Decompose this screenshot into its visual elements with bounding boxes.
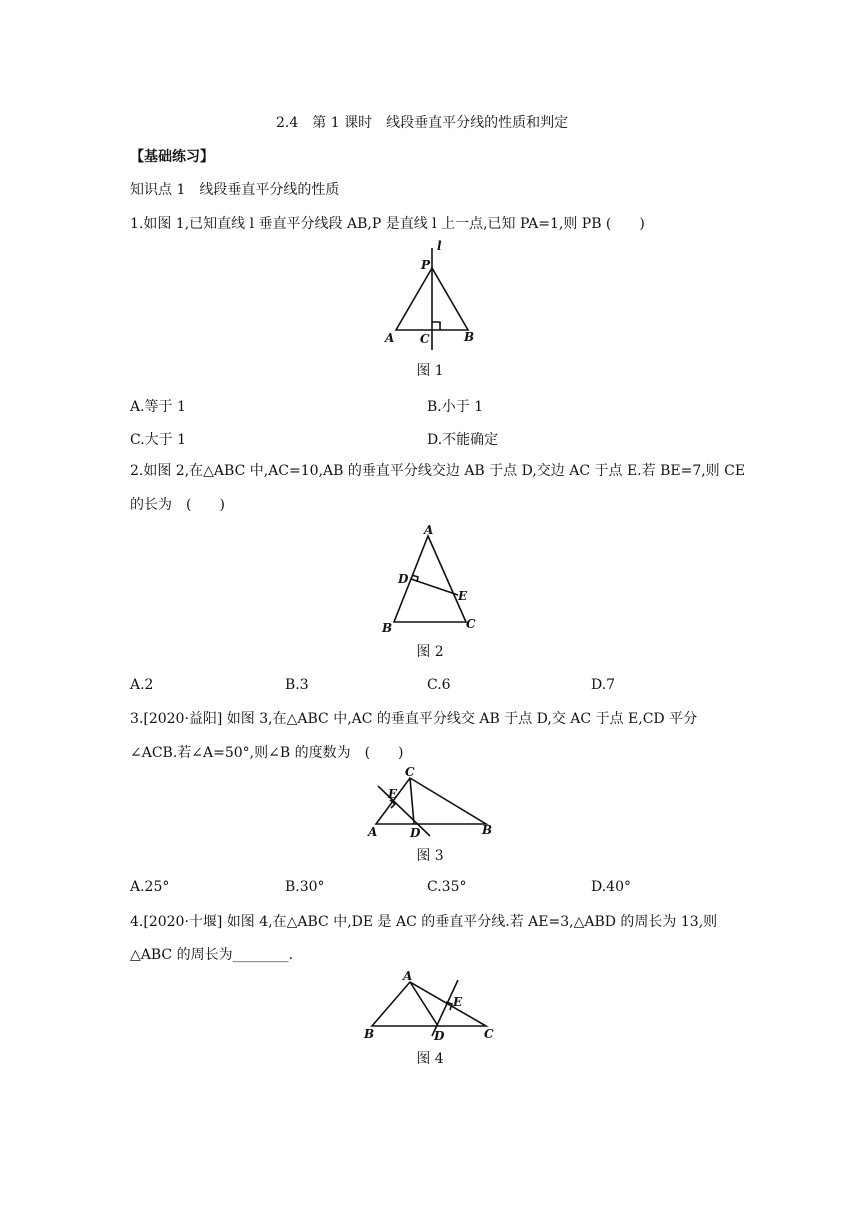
q1-option-b: B.小于 1 bbox=[427, 399, 484, 415]
triangle-ABC bbox=[372, 982, 486, 1026]
q3-option-a: A.25° bbox=[130, 879, 170, 895]
right-angle-mark bbox=[432, 322, 440, 330]
figure-1 bbox=[380, 238, 490, 356]
label-C: C bbox=[484, 1027, 494, 1041]
figure-2-caption: 图 2 bbox=[416, 644, 444, 660]
q1-option-c: C.大于 1 bbox=[130, 432, 187, 448]
question-4-text-line1: 4.[2020·十堰] 如图 4,在△ABC 中,DE 是 AC 的垂直平分线.若 AE=3,△ABD 的周长为 13,则 bbox=[130, 914, 718, 930]
q1-option-a: A.等于 1 bbox=[130, 399, 186, 415]
label-E: E bbox=[388, 787, 398, 801]
page-title: 2.4 第 1 课时 线段垂直平分线的性质和判定 bbox=[276, 115, 569, 131]
label-A: A bbox=[385, 331, 395, 345]
label-l: l bbox=[437, 239, 442, 253]
label-A: A bbox=[403, 969, 413, 983]
label-B: B bbox=[364, 1027, 375, 1041]
question-3-text-line1: 3.[2020·益阳] 如图 3,在△ABC 中,AC 的垂直平分线交 AB 于点 D,交 AC 于点 E,CD 平分 bbox=[130, 711, 698, 727]
label-D: D bbox=[434, 1029, 445, 1042]
question-2-text-line1: 2.如图 2,在△ABC 中,AC=10,AB 的垂直平分线交边 AB 于点 D,交边 AC 于点 E.若 BE=7,则 CE bbox=[130, 463, 746, 479]
label-C: C bbox=[466, 617, 476, 631]
label-E: E bbox=[453, 995, 463, 1009]
section-heading: 【基础练习】 bbox=[130, 149, 214, 165]
question-3-text-line2: ∠ACB.若∠A=50°,则∠B 的度数为 ( ) bbox=[130, 745, 404, 761]
q1-option-d: D.不能确定 bbox=[427, 432, 499, 448]
figure-3 bbox=[358, 762, 498, 838]
label-C: C bbox=[405, 765, 415, 779]
label-B: B bbox=[382, 621, 393, 635]
q2-option-a: A.2 bbox=[130, 677, 154, 693]
figure-4 bbox=[360, 966, 500, 1042]
figure-4-caption: 图 4 bbox=[416, 1051, 444, 1067]
figure-2 bbox=[374, 518, 484, 636]
q3-option-d: D.40° bbox=[591, 879, 631, 895]
label-D: D bbox=[410, 826, 421, 838]
question-2-text-line2: 的长为 ( ) bbox=[130, 497, 225, 513]
label-A: A bbox=[368, 825, 378, 838]
q2-option-c: C.6 bbox=[427, 677, 451, 693]
label-B: B bbox=[464, 330, 475, 344]
question-4-text-line2: △ABC 的周长为________. bbox=[130, 947, 294, 963]
label-B: B bbox=[482, 823, 493, 837]
q2-option-b: B.3 bbox=[285, 677, 309, 693]
label-E: E bbox=[458, 589, 468, 603]
label-P: P bbox=[421, 258, 431, 272]
q2-option-d: D.7 bbox=[591, 677, 616, 693]
q3-option-c: C.35° bbox=[427, 879, 467, 895]
figure-3-caption: 图 3 bbox=[416, 848, 444, 864]
label-D: D bbox=[398, 572, 409, 586]
q3-option-b: B.30° bbox=[285, 879, 325, 895]
segment-AD bbox=[410, 982, 438, 1026]
question-1-text: 1.如图 1,已知直线 l 垂直平分线段 AB,P 是直线 l 上一点,已知 PA=1,则 PB ( ) bbox=[130, 216, 645, 232]
label-A: A bbox=[424, 523, 434, 537]
figure-1-caption: 图 1 bbox=[416, 363, 444, 379]
knowledge-point-heading: 知识点 1 线段垂直平分线的性质 bbox=[130, 182, 340, 198]
label-C: C bbox=[420, 332, 430, 346]
